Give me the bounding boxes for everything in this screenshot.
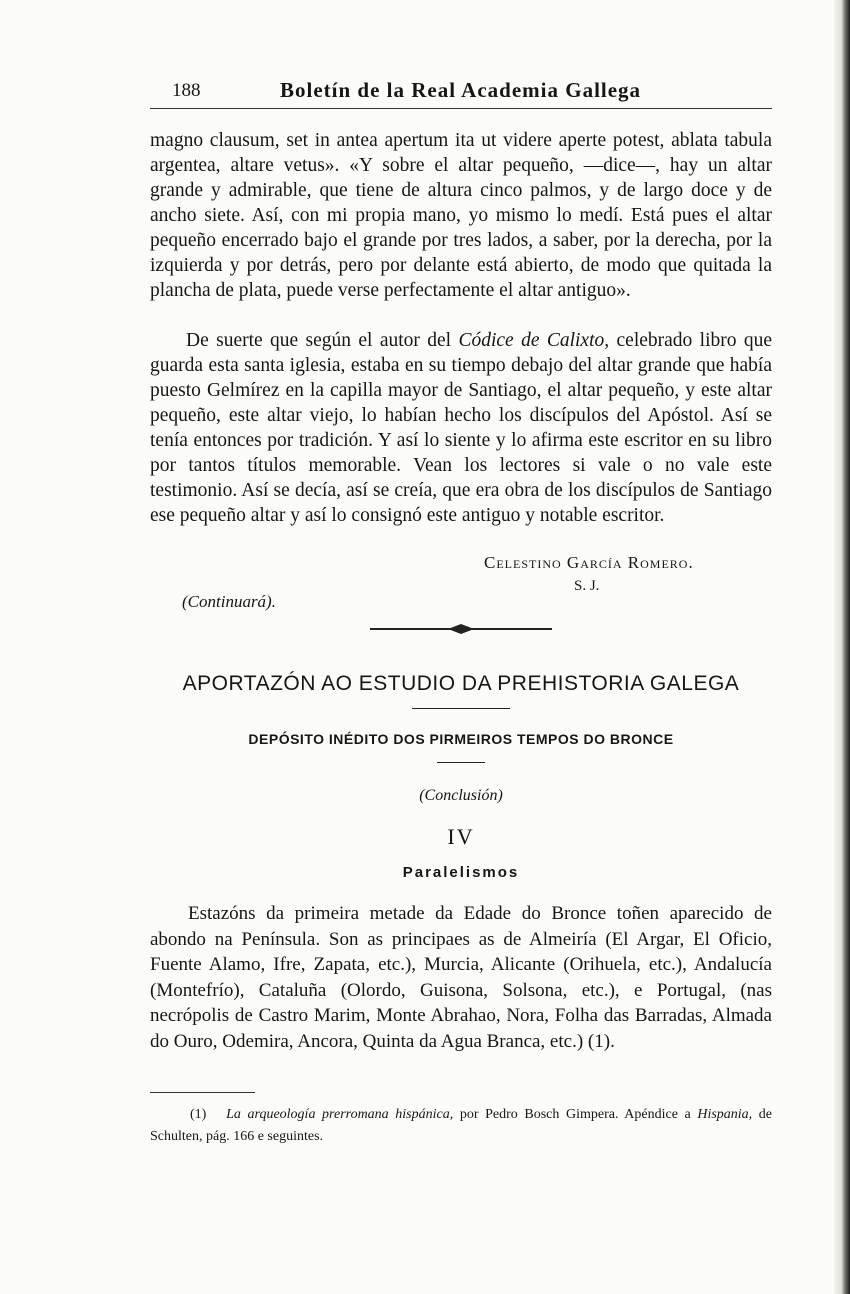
- footnote: [150, 1104, 772, 1148]
- section-title: Paralelismos: [402, 864, 520, 881]
- page-number: 188: [172, 80, 201, 101]
- section-number: IV: [447, 824, 475, 849]
- page-edge: [834, 0, 850, 1294]
- footnote-rule: [150, 1092, 255, 1093]
- conclusion-label: (Conclusión): [419, 787, 503, 804]
- article-subtitle: DEPÓSITO INÉDITO DOS PIRMEIROS TEMPOS DO BRONCE: [248, 731, 674, 747]
- paragraph-quote: magno clausum, set in antea apertum ita ut videre aperte potest, ablata tabula argentea, altare vetus». «Y sobre el altar pequeño, —dice—, hay un altar grande y admirable, que tiene de altura cinco palmos, y de largo doce y de ancho siete. Así, con mi propia mano, yo mismo lo medí. Está pues el altar pequeño encerrado bajo el grande por tres lados, a saber, por la derecha, por la izquierda y por detrás, pero por delante está abierto, de modo que quitada la plancha de plata, puede verse perfectamente el altar antiguo».: [150, 130, 772, 301]
- running-title: Boletín de la Real Academia Gallega: [280, 78, 642, 102]
- footnote-journal: Hispania,: [697, 1107, 753, 1122]
- paragraph-paralelismos: Estazóns da primeira metade da Edade do Bronce toñen aparecido de abondo na Península. Son as principaes as de Almeiría (El Argar, El Oficio, Fuente Alamo, Ifre, Zapata, etc.), Murcia, Alicante (Orihuela, etc.), Andalucía (Montefrío), Cataluña (Olordo, Guisona, Solsona, etc.), e Portugal, (nas necrópolis de Castro Marim, Monte Abrahao, Nora, Folha das Barradas, Almada do Ouro, Odemira, Ancora, Quinta da Agua Branca, etc.) (1).: [150, 903, 772, 1052]
- footnote-marker: (1): [190, 1107, 207, 1122]
- paragraph-calixto-text-b: celebrado libro que guarda esta santa iglesia, estaba en su tiempo debajo del altar grande que había puesto Gelmírez en la capilla mayor de Santiago, el altar pequeño, y este altar pequeño, este altar viejo, lo habían hecho los discípulos del Apóstol. Así se tenía entonces por tradición. Y así lo siente y lo afirma este escritor en su libro por tantos títulos memorable. Vean los lectores si vale o no vale este testimonio. Así se decía, así se creía, que era obra de los discípulos de Santiago ese pequeño altar y así lo consignó este antiguo y notable escritor.: [150, 330, 773, 526]
- footnote-text-b: de Schulten, pág. 166 e seguintes.: [150, 1107, 773, 1144]
- footnote-book-title: La arqueología prerromana hispánica,: [226, 1107, 454, 1122]
- subtitle-rule: [437, 762, 485, 763]
- continuation-note: (Continuará).: [182, 592, 276, 611]
- ornament-divider: [368, 622, 554, 636]
- article-title: APORTAZÓN AO ESTUDIO DA PREHISTORIA GALEGA: [182, 672, 740, 695]
- paragraph-calixto: [150, 328, 772, 528]
- author-order: S. J.: [574, 578, 600, 594]
- codex-title: Códice de Calixto,: [458, 330, 610, 351]
- running-header: [150, 74, 772, 109]
- author-signature: Celestino García Romero.: [484, 553, 694, 572]
- paragraph-calixto-text-a: De suerte que según el autor del: [186, 330, 459, 351]
- title-rule: [412, 708, 510, 709]
- footnote-text-a: por Pedro Bosch Gimpera. Apéndice a: [453, 1107, 698, 1122]
